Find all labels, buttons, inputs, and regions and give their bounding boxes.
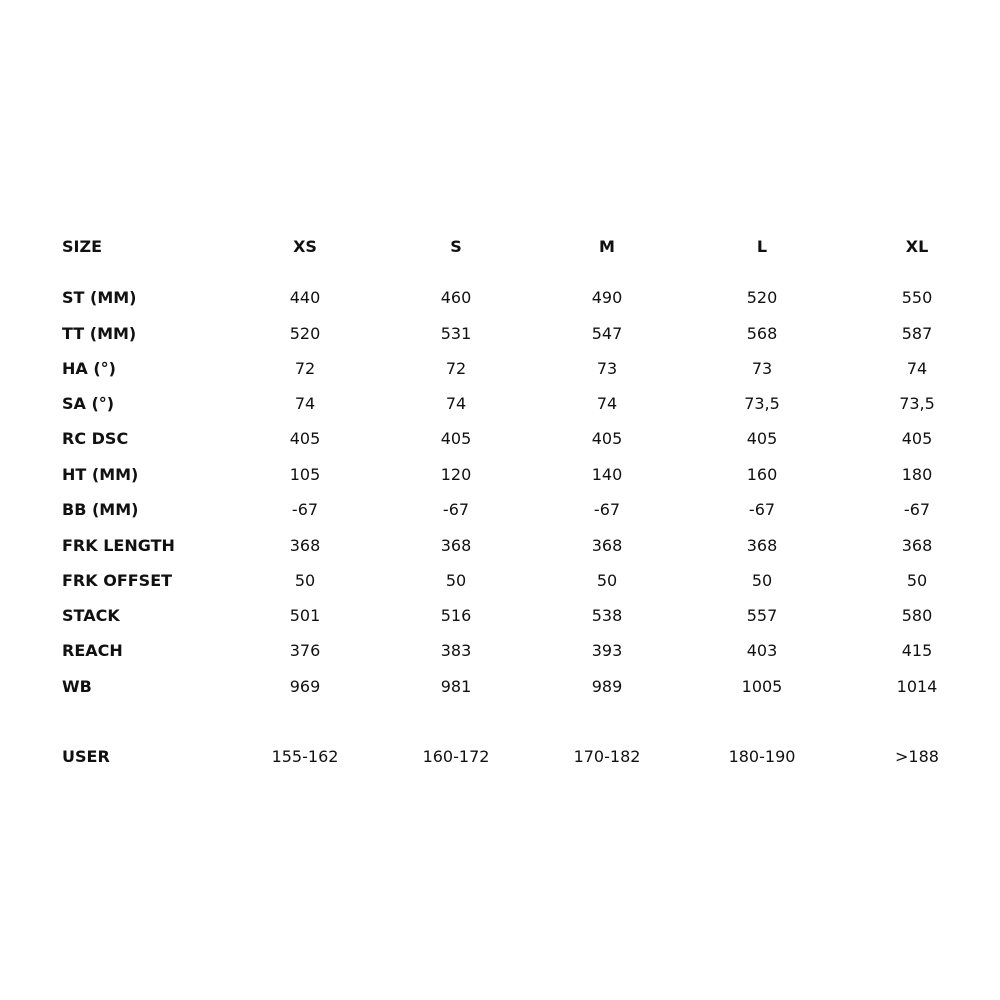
table-cell: 405 [440,429,472,448]
row-label-reach: REACH [62,641,123,660]
row-label-user: USER [62,747,110,766]
table-cell: 405 [289,429,321,448]
table-cell: 74 [445,394,467,413]
table-cell: 415 [901,641,933,660]
row-label-wb: WB [62,677,92,696]
table-cell: -67 [903,500,931,519]
table-cell: 393 [591,641,623,660]
table-cell: 50 [751,571,773,590]
user-height-range: 170-182 [573,747,641,766]
row-label-bb: BB (MM) [62,500,139,519]
table-cell: 520 [289,324,321,343]
table-cell: 368 [289,536,321,555]
table-cell: 74 [294,394,316,413]
table-cell: 557 [746,606,778,625]
header-size-m: M [599,237,615,256]
row-label-tt: TT (MM) [62,324,137,343]
table-cell: -67 [593,500,621,519]
table-cell: 580 [901,606,933,625]
table-cell: 538 [591,606,623,625]
table-cell: -67 [291,500,319,519]
table-cell: 368 [901,536,933,555]
table-cell: 547 [591,324,623,343]
table-cell: 50 [906,571,928,590]
row-label-rc-dsc: RC DSC [62,429,129,448]
table-cell: 105 [289,465,321,484]
table-cell: 1005 [741,677,783,696]
table-cell: 969 [289,677,321,696]
table-cell: 405 [591,429,623,448]
table-cell: 516 [440,606,472,625]
table-cell: 550 [901,288,933,307]
table-cell: 73 [751,359,773,378]
table-cell: 74 [906,359,928,378]
table-cell: 368 [746,536,778,555]
row-label-ha: HA (°) [62,359,116,378]
table-cell: 73,5 [899,394,935,413]
table-cell: 501 [289,606,321,625]
table-cell: 73,5 [744,394,780,413]
table-cell: 405 [746,429,778,448]
row-label-st: ST (MM) [62,288,137,307]
table-cell: 140 [591,465,623,484]
table-cell: 1014 [896,677,938,696]
table-cell: 72 [445,359,467,378]
header-size-s: S [450,237,462,256]
table-cell: 989 [591,677,623,696]
user-height-range: 180-190 [728,747,796,766]
row-label-frk-offset: FRK OFFSET [62,571,173,590]
header-size-xs: XS [293,237,317,256]
table-cell: 50 [596,571,618,590]
table-cell: 368 [591,536,623,555]
table-cell: 460 [440,288,472,307]
row-label-frk-length: FRK LENGTH [62,536,175,555]
table-cell: 50 [445,571,467,590]
table-cell: 490 [591,288,623,307]
table-cell: 73 [596,359,618,378]
table-cell: 120 [440,465,472,484]
header-size-l: L [756,237,768,256]
user-height-range: 155-162 [271,747,339,766]
table-cell: 587 [901,324,933,343]
table-cell: 160 [746,465,778,484]
table-cell: 520 [746,288,778,307]
table-cell: 368 [440,536,472,555]
table-cell: 74 [596,394,618,413]
table-cell: 440 [289,288,321,307]
user-height-range: >188 [895,747,939,766]
table-cell: 383 [440,641,472,660]
header-size-xl: XL [905,237,929,256]
table-cell: 568 [746,324,778,343]
row-label-sa: SA (°) [62,394,115,413]
table-cell: -67 [748,500,776,519]
table-cell: 405 [901,429,933,448]
table-cell: 376 [289,641,321,660]
table-cell: 531 [440,324,472,343]
header-size-label: SIZE [62,237,103,256]
table-cell: 50 [294,571,316,590]
table-cell: 981 [440,677,472,696]
table-cell: 180 [901,465,933,484]
row-label-stack: STACK [62,606,120,625]
row-label-ht: HT (MM) [62,465,139,484]
table-cell: -67 [442,500,470,519]
table-cell: 403 [746,641,778,660]
table-cell: 72 [294,359,316,378]
user-height-range: 160-172 [422,747,490,766]
